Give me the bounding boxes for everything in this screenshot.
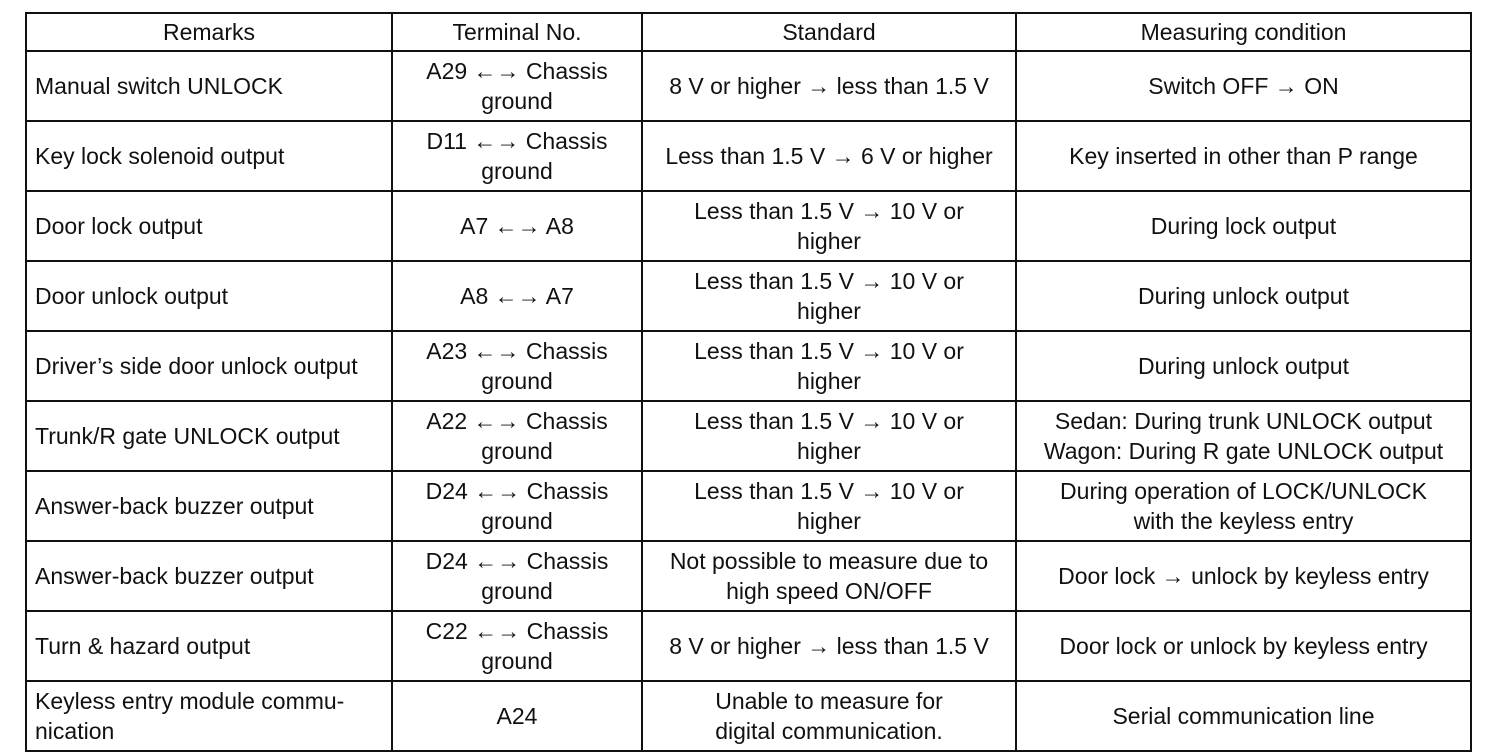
cell-standard-line: higher <box>797 438 861 464</box>
cell-terminal-no <box>392 681 642 751</box>
cell-measuring-condition <box>1016 51 1471 121</box>
cell-measuring-condition <box>1016 541 1471 611</box>
cell-remarks <box>26 681 392 751</box>
cell-standard <box>642 191 1016 261</box>
cell-terminal-no-line: A29 ←→ Chassis <box>426 58 608 84</box>
cell-measuring-condition-line: During unlock output <box>1138 353 1349 379</box>
header-measuring-condition: Measuring condition <box>1016 13 1471 51</box>
cell-standard <box>642 611 1016 681</box>
cell-terminal-no-line: A8 ←→ A7 <box>460 283 574 309</box>
cell-terminal-no-line: D24 ←→ Chassis <box>425 478 609 504</box>
cell-remarks-line: Trunk/R gate UNLOCK output <box>35 423 340 449</box>
cell-terminal-no <box>392 121 642 191</box>
cell-measuring-condition-line: Switch OFF → ON <box>1148 73 1339 99</box>
cell-terminal-no-line: D11 ←→ Chassis <box>426 128 608 154</box>
table-row <box>26 541 1471 611</box>
cell-terminal-no-line: ground <box>481 158 553 184</box>
table-row <box>26 471 1471 541</box>
cell-terminal-no-line: ground <box>481 578 553 604</box>
cell-measuring-condition-line: Door lock or unlock by keyless entry <box>1059 633 1428 659</box>
cell-remarks-line: Door unlock output <box>35 283 229 309</box>
cell-standard <box>642 51 1016 121</box>
cell-measuring-condition <box>1016 331 1471 401</box>
header-row <box>26 13 1471 51</box>
cell-terminal-no-line: A23 ←→ Chassis <box>426 338 608 364</box>
cell-measuring-condition-line: During operation of LOCK/UNLOCK <box>1060 478 1427 504</box>
cell-remarks <box>26 401 392 471</box>
header-terminal-no: Terminal No. <box>392 13 642 51</box>
cell-standard-line: higher <box>797 368 861 394</box>
cell-terminal-no-line: ground <box>481 648 553 674</box>
cell-standard-line: Less than 1.5 V → 10 V or <box>694 268 964 294</box>
table-row <box>26 121 1471 191</box>
cell-standard-line: Less than 1.5 V → 10 V or <box>694 408 964 434</box>
cell-remarks-line: Turn & hazard output <box>35 633 251 659</box>
cell-terminal-no-line: A24 <box>496 703 538 729</box>
cell-terminal-no <box>392 331 642 401</box>
cell-measuring-condition-line: with the keyless entry <box>1133 508 1354 534</box>
cell-standard <box>642 121 1016 191</box>
terminal-spec-table <box>25 12 1472 752</box>
cell-measuring-condition <box>1016 611 1471 681</box>
cell-terminal-no <box>392 541 642 611</box>
table-row <box>26 191 1471 261</box>
cell-standard-line: 8 V or higher → less than 1.5 V <box>669 633 989 659</box>
cell-measuring-condition <box>1016 191 1471 261</box>
cell-remarks <box>26 611 392 681</box>
cell-standard-line: Less than 1.5 V → 10 V or <box>694 198 964 224</box>
cell-standard-line: higher <box>797 508 861 534</box>
table-row <box>26 401 1471 471</box>
cell-standard-line: digital communication. <box>715 718 943 744</box>
cell-measuring-condition-line: During unlock output <box>1138 283 1349 309</box>
cell-standard-line: higher <box>797 228 861 254</box>
cell-measuring-condition-line: Sedan: During trunk UNLOCK output <box>1054 408 1433 434</box>
cell-remarks-line: Answer-back buzzer output <box>35 563 314 589</box>
cell-remarks <box>26 51 392 121</box>
cell-terminal-no-line: ground <box>481 368 553 394</box>
cell-remarks-line: Keyless entry module commu- <box>35 688 345 714</box>
cell-measuring-condition <box>1016 681 1471 751</box>
cell-measuring-condition-line: During lock output <box>1150 213 1337 239</box>
cell-measuring-condition-line: Serial communication line <box>1112 703 1375 729</box>
cell-standard <box>642 471 1016 541</box>
cell-terminal-no-line: ground <box>481 438 553 464</box>
cell-terminal-no-line: ground <box>481 88 553 114</box>
cell-standard-line: Not possible to measure due to <box>669 548 989 574</box>
cell-remarks-line: nication <box>35 718 115 744</box>
cell-remarks <box>26 331 392 401</box>
cell-measuring-condition <box>1016 121 1471 191</box>
cell-terminal-no <box>392 51 642 121</box>
cell-terminal-no-line: ground <box>481 508 553 534</box>
cell-standard-line: higher <box>797 298 861 324</box>
cell-standard <box>642 331 1016 401</box>
cell-terminal-no-line: C22 ←→ Chassis <box>425 618 609 644</box>
table-row <box>26 681 1471 751</box>
cell-terminal-no <box>392 611 642 681</box>
cell-standard-line: 8 V or higher → less than 1.5 V <box>669 73 989 99</box>
cell-terminal-no <box>392 471 642 541</box>
table-row <box>26 611 1471 681</box>
cell-terminal-no <box>392 401 642 471</box>
cell-remarks <box>26 191 392 261</box>
cell-standard <box>642 261 1016 331</box>
header-standard: Standard <box>642 13 1016 51</box>
cell-remarks-line: Key lock solenoid output <box>35 143 285 169</box>
cell-remarks <box>26 121 392 191</box>
cell-terminal-no-line: A22 ←→ Chassis <box>426 408 608 434</box>
cell-terminal-no <box>392 261 642 331</box>
cell-terminal-no <box>392 191 642 261</box>
header-remarks: Remarks <box>26 13 392 51</box>
cell-terminal-no-line: A7 ←→ A8 <box>460 213 574 239</box>
cell-standard-line: Less than 1.5 V → 10 V or <box>694 478 964 504</box>
cell-terminal-no-line: D24 ←→ Chassis <box>425 548 609 574</box>
cell-measuring-condition <box>1016 261 1471 331</box>
cell-standard-line: high speed ON/OFF <box>726 578 932 604</box>
cell-remarks-line: Answer-back buzzer output <box>35 493 314 519</box>
cell-remarks <box>26 541 392 611</box>
table-row <box>26 331 1471 401</box>
table-row <box>26 51 1471 121</box>
cell-standard <box>642 681 1016 751</box>
cell-measuring-condition-line: Door lock → unlock by keyless entry <box>1058 563 1429 589</box>
cell-measuring-condition <box>1016 471 1471 541</box>
cell-remarks <box>26 471 392 541</box>
table-body <box>26 51 1471 751</box>
cell-remarks-line: Manual switch UNLOCK <box>35 73 283 99</box>
cell-standard-line: Less than 1.5 V → 6 V or higher <box>665 143 993 169</box>
cell-standard-line: Less than 1.5 V → 10 V or <box>694 338 964 364</box>
cell-standard <box>642 541 1016 611</box>
cell-standard-line: Unable to measure for <box>715 688 943 714</box>
cell-measuring-condition-line: Wagon: During R gate UNLOCK output <box>1043 438 1444 464</box>
cell-standard <box>642 401 1016 471</box>
cell-remarks-line: Driver’s side door unlock output <box>35 353 358 379</box>
cell-remarks <box>26 261 392 331</box>
table-row <box>26 261 1471 331</box>
cell-measuring-condition-line: Key inserted in other than P range <box>1069 143 1418 169</box>
cell-remarks-line: Door lock output <box>35 213 203 239</box>
cell-measuring-condition <box>1016 401 1471 471</box>
